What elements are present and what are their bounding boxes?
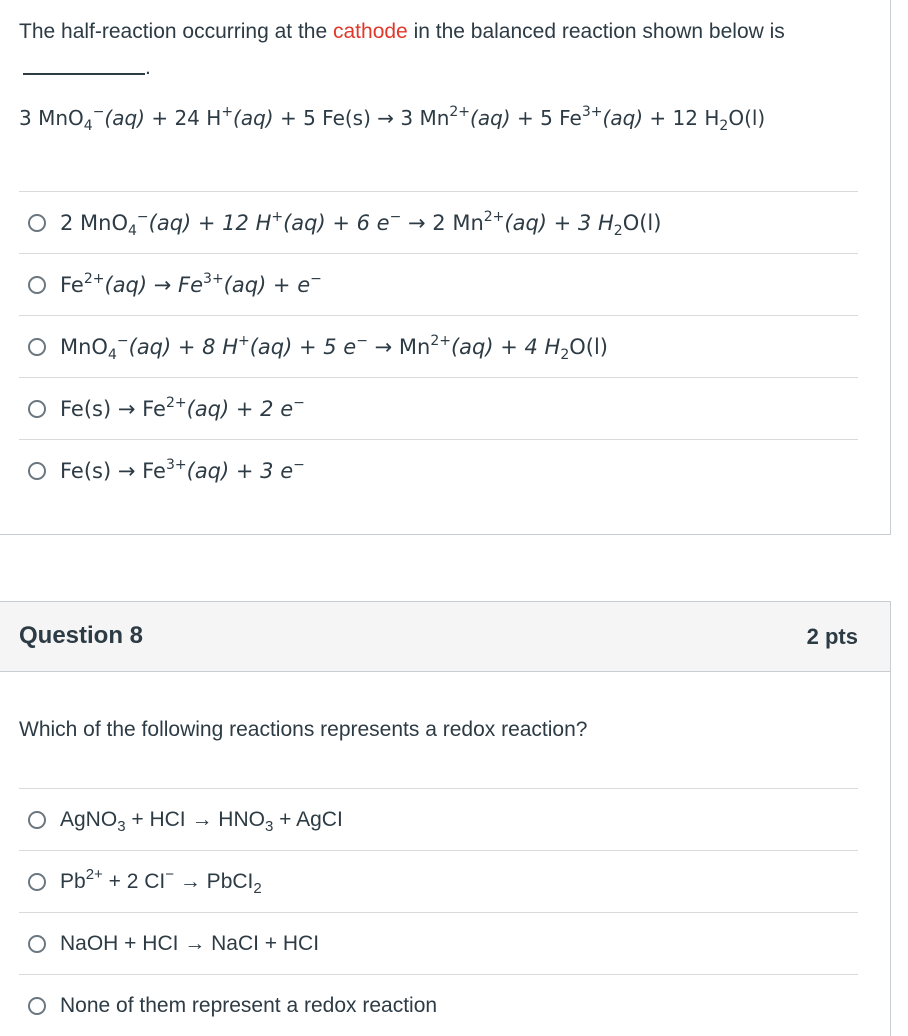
radio-button[interactable] (28, 935, 46, 953)
answer-label: $Fe(s) \to Fe^{2+}(aq) + 2$ e− (60, 394, 305, 421)
question-points: 2 pts (806, 624, 858, 649)
answer-option[interactable] (19, 912, 858, 974)
answer-label: MnO$_4$−(aq) + 8 H+(aq) + 5 $e^- \to Mn^{2+}(aq) + 4$ $H_2O(l)$ (60, 332, 608, 363)
balanced-reaction: 3 MnO$_4$−(aq) + 24 H+(aq) + 5 Fe(s) → 3 $Mn^{2+}(aq) + 5$ $Fe^{3+}(aq) + 12$ $H_2O(l)$ (19, 104, 766, 134)
answer-option[interactable] (19, 850, 858, 912)
prompt-period: . (145, 56, 151, 79)
question-title: Question 8 (19, 622, 144, 649)
radio-button[interactable] (28, 462, 46, 480)
answer-label: $Pb^{2+} + 2$ CI− → PbCI$_2$ (60, 865, 262, 897)
answer-label: None of them represent a redox reaction (60, 993, 438, 1017)
prompt-text-cont: in the balanced reaction shown below is (407, 20, 785, 43)
radio-button[interactable] (28, 873, 46, 891)
answer-option[interactable] (19, 315, 858, 377)
answer-option[interactable] (19, 974, 858, 1036)
radio-button[interactable] (28, 400, 46, 418)
radio-button[interactable] (28, 338, 46, 356)
radio-button[interactable] (28, 811, 46, 829)
answer-option[interactable] (19, 191, 858, 253)
answer-option[interactable] (19, 788, 858, 850)
answer-label: $Fe(s) \to Fe^{3+}(aq) + 3$ e− (60, 456, 305, 483)
question-8-prompt: Which of the following reactions represents a redox reaction? (19, 718, 588, 741)
answer-option[interactable] (19, 253, 858, 315)
fill-blank (23, 73, 145, 75)
prompt-text: The half-reaction occurring at the (19, 20, 333, 43)
radio-button[interactable] (28, 214, 46, 232)
answer-option[interactable] (19, 377, 858, 439)
radio-button[interactable] (28, 997, 46, 1015)
radio-button[interactable] (28, 276, 46, 294)
question-8-header (0, 601, 891, 672)
cathode-highlight: cathode (333, 20, 408, 43)
answer-label: $Fe^{2+}(aq) \to Fe^{3+}(aq) + e^-$ (60, 270, 322, 297)
answer-option[interactable] (19, 439, 858, 501)
question-7-answers (19, 191, 858, 501)
answer-label: AgNO$_3$ + HCI → $HNO_3$ + AgCI (60, 807, 343, 835)
answer-label: NaOH + HCI → NaCI + HCI (60, 931, 320, 955)
question-8-body (0, 672, 891, 1036)
question-7-prompt (19, 14, 859, 86)
answer-label: 2 MnO$_4$−(aq) + 12 H+(aq) + 6 e− → 2 $Mn^{2+}(aq) + 3$ $H_2O(l)$ (60, 208, 662, 239)
question-8-answers (19, 788, 858, 1036)
